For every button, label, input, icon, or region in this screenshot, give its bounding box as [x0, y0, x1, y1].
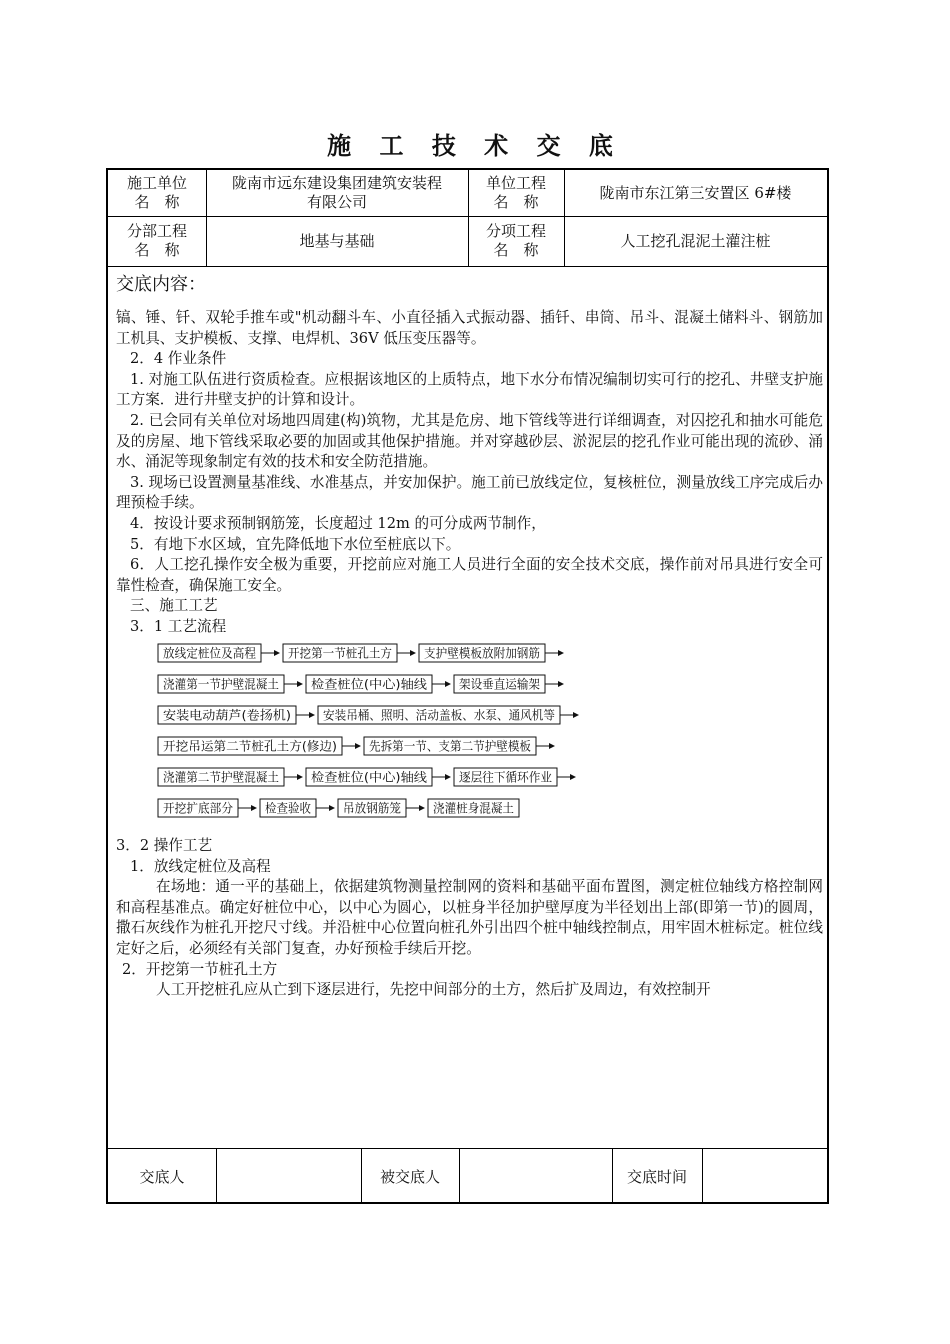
flow-step-label: 开挖扩底部分 — [163, 800, 234, 816]
division-project-value: 地基与基础 — [299, 231, 375, 250]
flow-step-label: 吊放钢筋笼 — [343, 800, 402, 816]
flow-step-label: 先拆第一节、支第二节护壁模板 — [369, 738, 532, 754]
unit-project-label: 单位工程 名 称 — [485, 174, 546, 211]
flow-step-label: 放线定桩位及高程 — [163, 645, 257, 661]
document-title: 施 工 技 术 交 底 — [327, 132, 623, 160]
paragraph: 2．4 作业条件 — [130, 350, 227, 368]
flow-step-label: 浇灌桩身混凝土 — [433, 800, 514, 816]
header-row-1 — [108, 170, 827, 217]
flow-step-label: 安装电动葫芦(卷扬机) — [163, 707, 291, 723]
content-heading: 交底内容： — [116, 274, 206, 295]
flow-step-label: 逐层往下循环作业 — [459, 769, 553, 785]
paragraph: 人工开挖桩孔应从亡到下逐层进行，先挖中间部分的土方，然后扩及周边，有效控制开 — [156, 981, 711, 999]
flow-step-label: 检查验收 — [265, 800, 312, 816]
flow-step-label: 架设垂直运输架 — [459, 676, 541, 692]
header-row-2 — [108, 216, 827, 267]
disclosure-form — [106, 168, 829, 1204]
paragraph: 在场地：通一平的基础上，依据建筑物测量控制网的资料和基础平面布置图，测定桩位轴线方格控制网和高程基准点。确定好桩位中心，以中心为圆心，以桩身半径加护壁厚度为半径划出上部(即第一节)的圆周，撒石灰线作为桩孔开挖尺寸线。并沿桩中心位置向桩孔外引出四个桩中轴线控制点，用牢固木桩标定。桩位线定好之后，必须经有关部门复查，办好预检手续后开挖。 — [116, 878, 823, 957]
paragraph: 6．人工挖孔操作安全极为重要，开挖前应对施工人员进行全面的安全技术交底，操作前对吊具进行安全可靠性检查，确保施工安全。 — [116, 556, 823, 594]
paragraph: 2. 已会同有关单位对场地四周建(构)筑物，尤其是危房、地下管线等进行详细调查，对囚挖孔和抽水可能危及的房屋、地下管线采取必要的加固或其他保护措施。并对穿越砂层、淤泥层的挖孔作业可能出现的流砂、涌水、涌泥等现象制定有效的技术和安全防范措施。 — [116, 411, 823, 471]
flow-step-label: 检查桩位(中心)轴线 — [311, 769, 428, 785]
process-flow-diagram — [156, 636, 626, 826]
flow-step-label: 浇灌第二节护壁混凝土 — [163, 769, 279, 785]
construction-unit-value: 陇南市远东建设集团建筑安装程有限公司 — [231, 174, 442, 211]
presenter-field[interactable] — [216, 1149, 361, 1203]
flow-step-label: 开挖吊运第二节桩孔土方(修边) — [163, 738, 337, 754]
flow-step-label: 浇灌第一节护壁混凝土 — [163, 676, 279, 692]
paragraph: 5．有地下水区域，宜先降低地下水位至桩底以下。 — [130, 535, 461, 553]
sub-item-project-value: 人工挖孔混泥土灌注桩 — [620, 231, 771, 250]
content-body — [116, 308, 823, 638]
flow-step-label: 安装吊桶、照明、活动盖板、水泵、通风机等 — [323, 707, 555, 723]
paragraph: 1．放线定桩位及高程 — [130, 857, 271, 875]
receiver-field[interactable] — [459, 1149, 612, 1203]
operation-process-text — [116, 836, 823, 1001]
flow-step-label: 开挖第一节桩孔土方 — [288, 645, 392, 661]
paragraph: 镐、锤、钎、双轮手推车或"机动翻斗车、小直径插入式振动器、插钎、串筒、吊斗、混凝土储料斗、钢筋加工机具、支护模板、支撑、电焊机、36V 低压变压器等。 — [116, 309, 823, 347]
paragraph: 3．1 工艺流程 — [130, 617, 227, 635]
paragraph: 4．按设计要求预制钢筋笼，长度超过 12m 的可分成两节制作， — [130, 514, 546, 532]
paragraph: 2．开挖第一节桩孔土方 — [122, 960, 278, 978]
construction-unit-label: 施工单位 名 称 — [126, 174, 187, 211]
signature-row — [108, 1148, 827, 1203]
division-project-label: 分部工程 名 称 — [126, 222, 187, 259]
time-label: 交底时间 — [626, 1167, 687, 1186]
flow-step-label: 检查桩位(中心)轴线 — [311, 676, 428, 692]
paragraph: 3．2 操作工艺 — [116, 837, 213, 854]
time-field[interactable] — [702, 1149, 827, 1203]
unit-project-value: 陇南市东江第三安置区 6#楼 — [599, 183, 792, 202]
paragraph: 3. 现场已设置测量基准线、水准基点，并安加保护。施工前已放线定位，复核桩位，测量放线工序完成后办理预检手续。 — [116, 473, 823, 512]
sub-item-project-label: 分项工程 名 称 — [485, 222, 546, 259]
paragraph: 三、施工工艺 — [130, 597, 218, 615]
paragraph: 1. 对施工队伍进行资质检查。应根据该地区的上质特点，地下水分布情况编制切实可行的挖孔、井壁支护施工方案．进行井壁支护的计算和设计。 — [116, 370, 823, 409]
flow-step-label: 支护壁模板放附加钢筋 — [424, 645, 541, 661]
presenter-label: 交底人 — [139, 1167, 185, 1186]
receiver-label: 被交底人 — [379, 1167, 440, 1186]
